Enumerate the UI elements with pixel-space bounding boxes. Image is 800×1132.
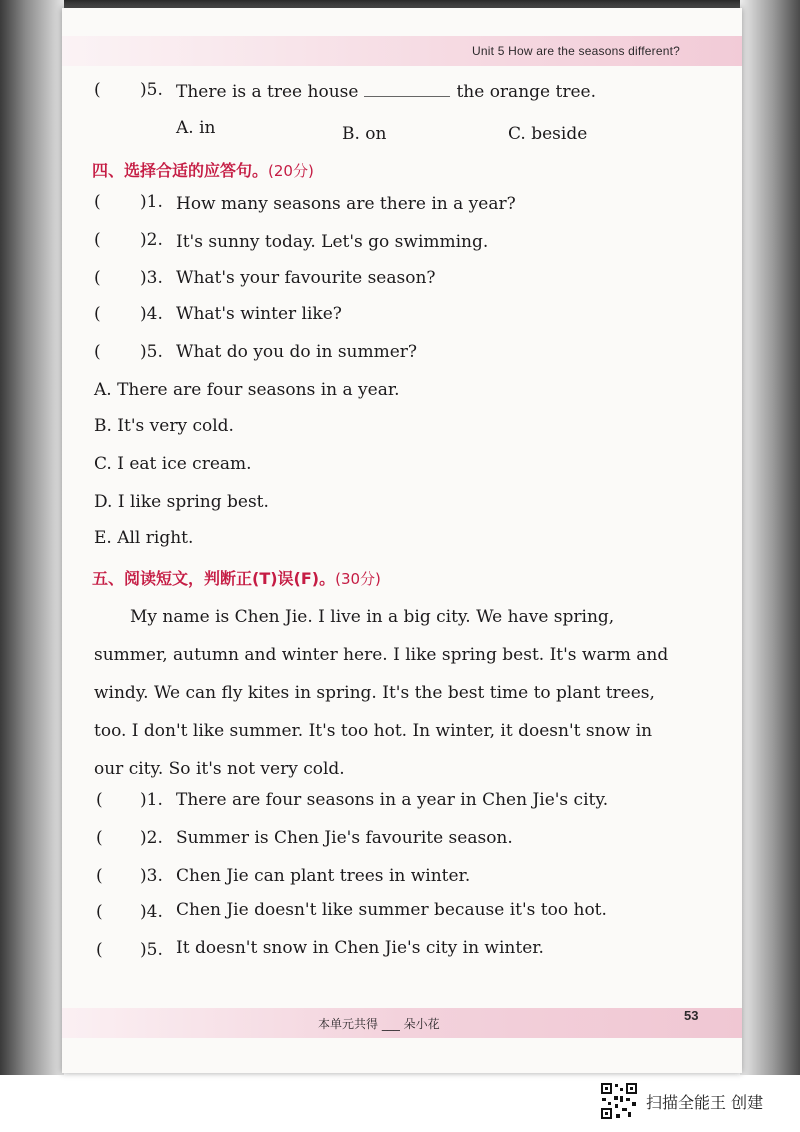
question-number: )2. <box>140 828 163 848</box>
question-text-before: There is a tree house <box>176 82 359 102</box>
answer-paren: ( <box>96 866 103 886</box>
question-number: )3. <box>140 866 163 886</box>
answer-paren: ( <box>96 902 103 922</box>
passage-line: too. I don't like summer. It's too hot. In winter, it doesn't snow in <box>94 721 653 741</box>
answer-option-e: E. All right. <box>94 528 194 548</box>
answer-paren: ( <box>96 790 103 810</box>
question-number: )5. <box>140 940 163 960</box>
answer-option-a: A. There are four seasons in a year. <box>94 380 400 400</box>
question-text: What do you do in summer? <box>176 342 418 362</box>
passage-line: windy. We can fly kites in spring. It's the best time to plant trees, <box>94 683 655 703</box>
question-number: )4. <box>140 304 163 324</box>
option-c: C. beside <box>508 124 588 144</box>
question-text: It's sunny today. Let's go swimming. <box>176 232 489 252</box>
question-number: )5. <box>140 80 163 100</box>
answer-paren: ( <box>94 268 101 288</box>
question-number: )1. <box>140 790 163 810</box>
answer-paren: ( <box>94 80 101 100</box>
scanner-watermark: 扫描全能王 创建 <box>646 1093 764 1112</box>
question-text-after: the orange tree. <box>456 82 596 102</box>
fill-blank[interactable] <box>364 82 450 97</box>
answer-paren: ( <box>94 192 101 212</box>
unit-title: Unit 5 How are the seasons different? <box>472 44 680 58</box>
answer-paren: ( <box>94 342 101 362</box>
question-text: There are four seasons in a year in Chen Jie's city. <box>176 790 609 810</box>
question-text: Chen Jie can plant trees in winter. <box>176 866 471 886</box>
question-text: Summer is Chen Jie's favourite season. <box>176 828 513 848</box>
question-text: What's your favourite season? <box>176 268 436 288</box>
reading-passage <box>94 598 682 788</box>
question-text: Chen Jie doesn't like summer because it's too hot. <box>176 900 607 920</box>
page-number: 53 <box>684 1008 699 1023</box>
section-4-title <box>92 158 314 181</box>
scan-border-right <box>740 0 800 1075</box>
answer-option-d: D. I like spring best. <box>94 492 269 512</box>
question-text <box>176 82 596 102</box>
option-b: B. on <box>342 124 387 144</box>
section-5-title <box>92 566 381 589</box>
section-4-score: (20分) <box>268 162 314 180</box>
question-text: How many seasons are there in a year? <box>176 194 516 214</box>
flower-count-caption: 本单元共得 ___ 朵小花 <box>318 1017 440 1031</box>
answer-paren: ( <box>96 828 103 848</box>
question-number: )3. <box>140 268 163 288</box>
question-text: It doesn't snow in Chen Jie's city in winter. <box>176 938 544 958</box>
question-number: )5. <box>140 342 163 362</box>
answer-paren: ( <box>96 940 103 960</box>
passage-line: summer, autumn and winter here. I like spring best. It's warm and <box>94 645 669 665</box>
answer-option-c: C. I eat ice cream. <box>94 454 252 474</box>
qr-code-icon <box>600 1082 638 1120</box>
answer-paren: ( <box>94 230 101 250</box>
scan-border-left <box>0 0 64 1075</box>
passage-line: My name is Chen Jie. I live in a big city. We have spring, <box>130 607 615 627</box>
passage-line: our city. So it's not very cold. <box>94 759 345 779</box>
section-5-heading: 五、阅读短文，判断正(T)误(F)。 <box>92 569 336 588</box>
answer-option-b: B. It's very cold. <box>94 416 234 436</box>
question-number: )1. <box>140 192 163 212</box>
section-4-heading: 四、选择合适的应答句。 <box>92 161 269 180</box>
question-number: )2. <box>140 230 163 250</box>
answer-paren: ( <box>94 304 101 324</box>
question-number: )4. <box>140 902 163 922</box>
question-text: What's winter like? <box>176 304 342 324</box>
option-a: A. in <box>176 118 216 138</box>
section-5-score: (30分) <box>335 570 381 588</box>
